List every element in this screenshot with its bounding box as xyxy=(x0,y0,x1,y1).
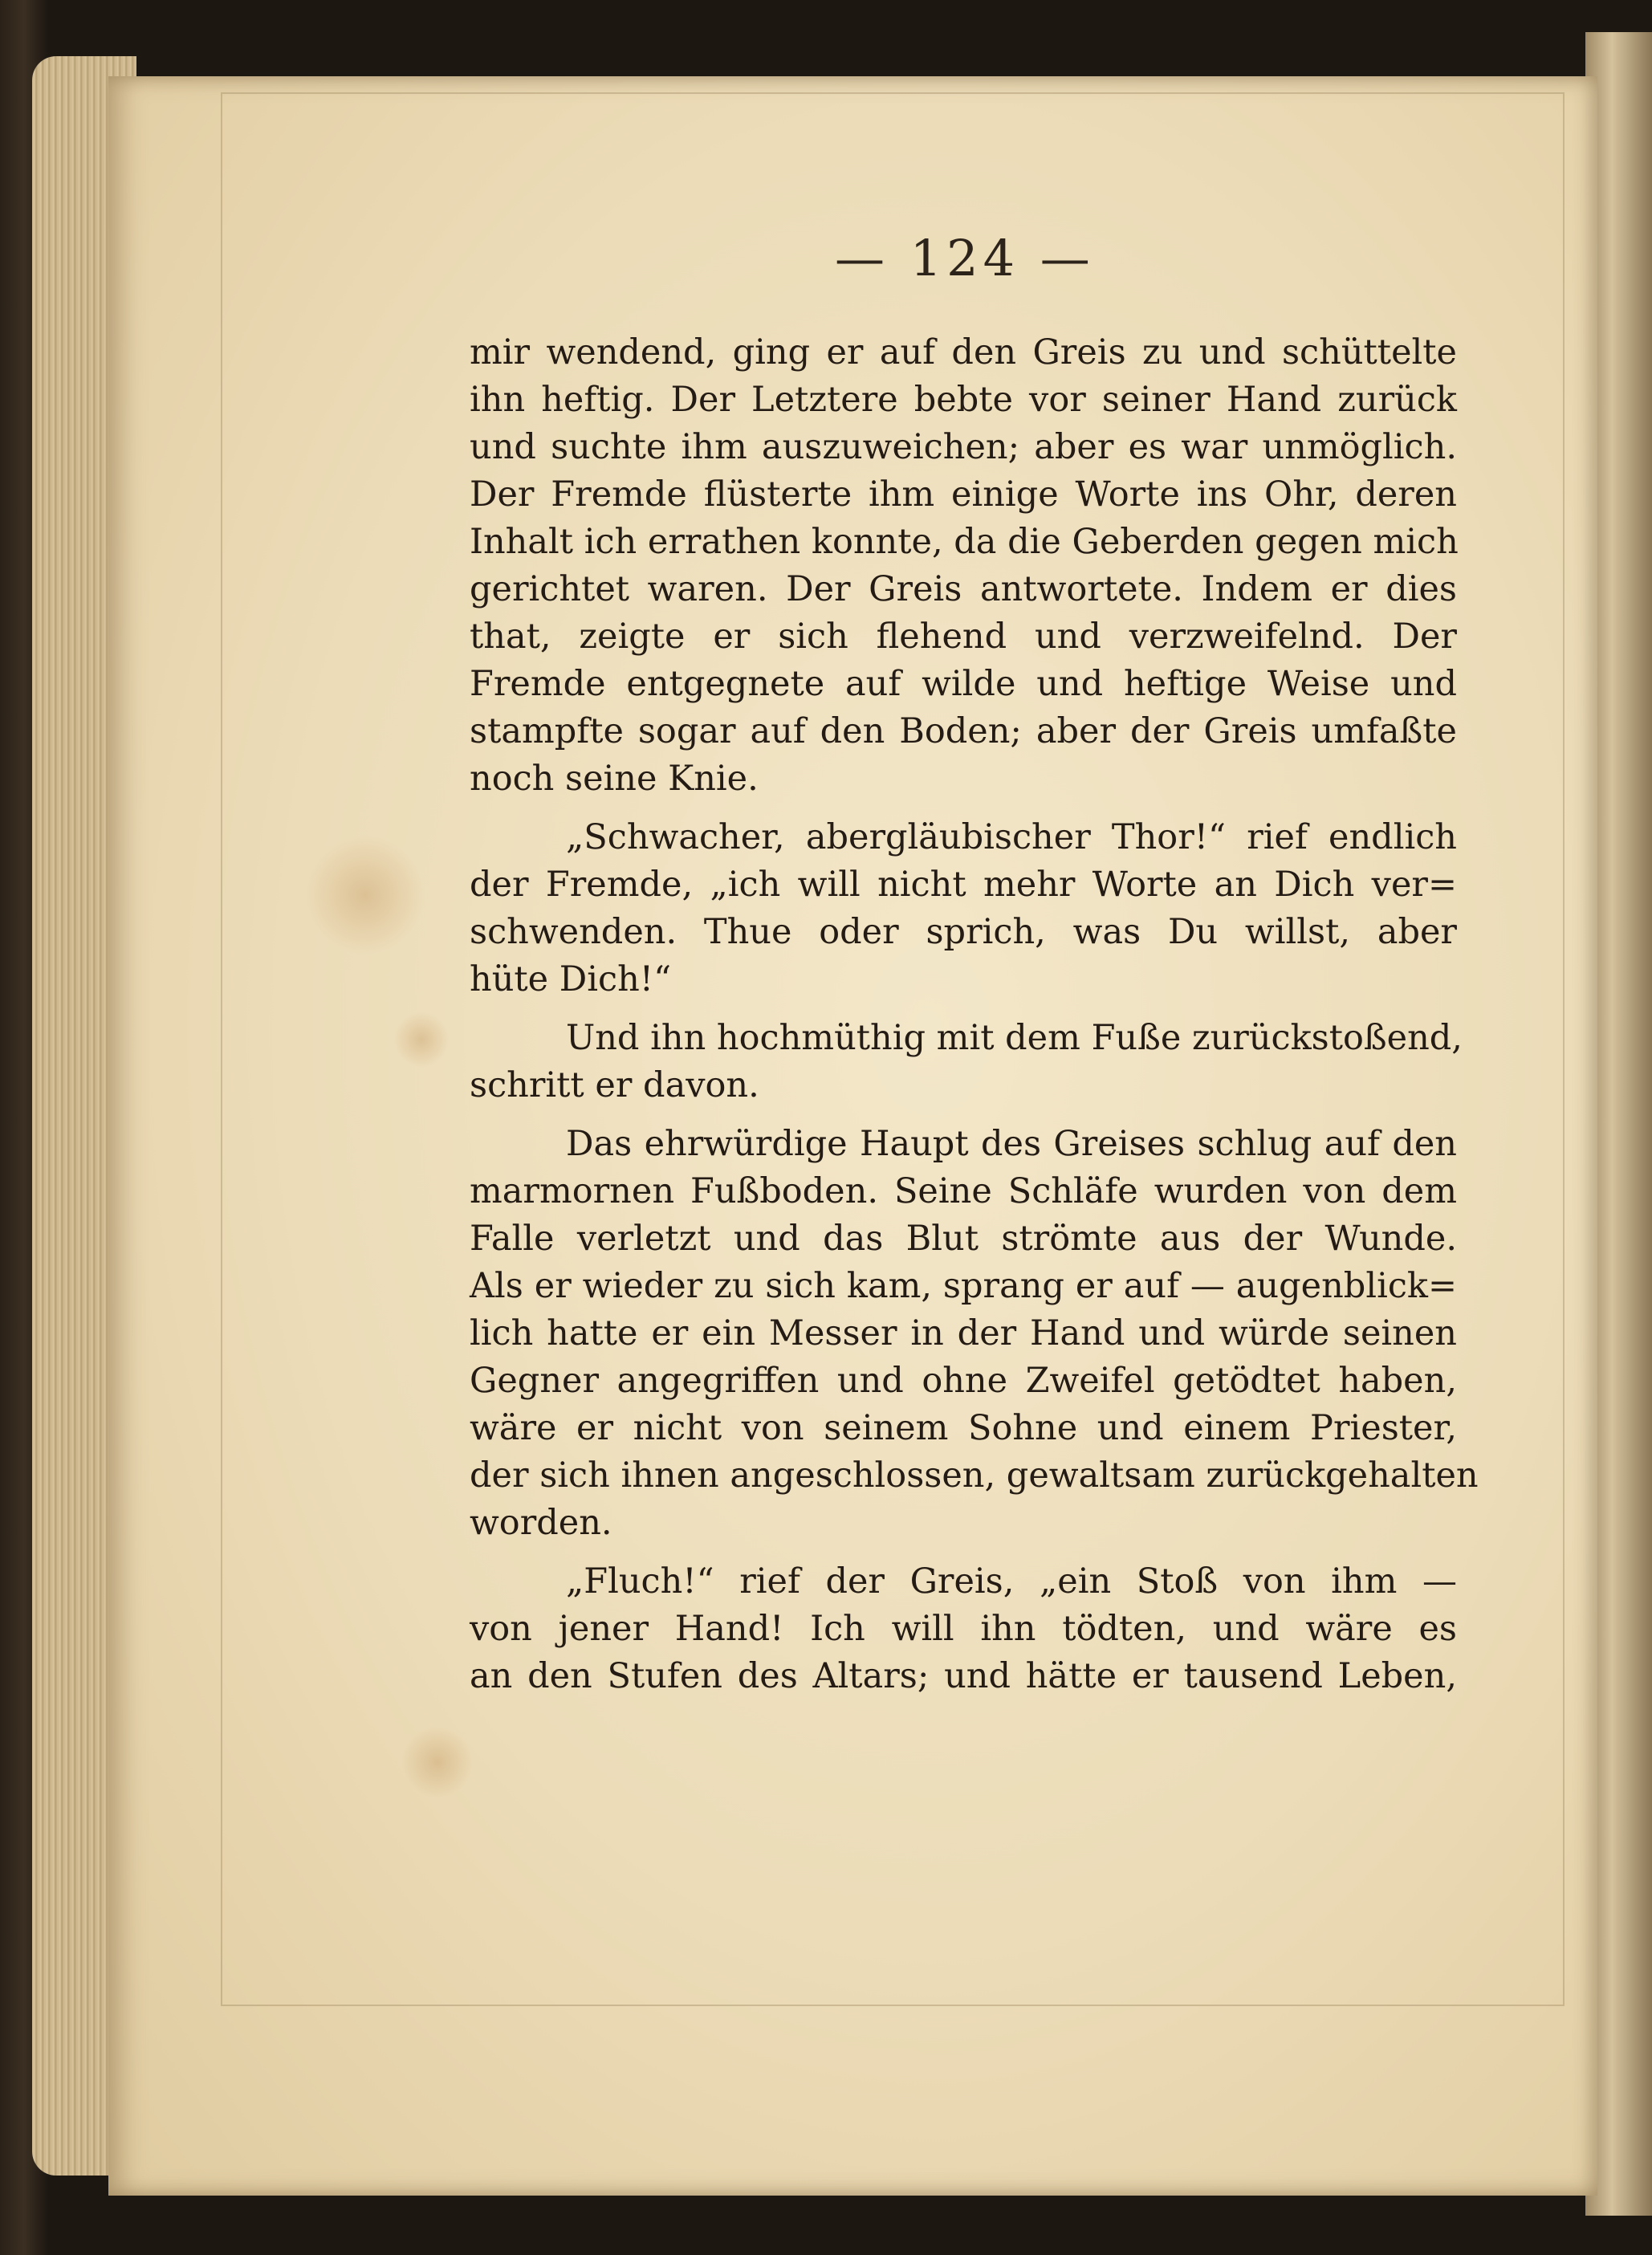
text-line: schritt er davon. xyxy=(470,1065,759,1105)
foxing-stain xyxy=(401,1726,474,1798)
text-line: lich hatte er ein Messer in der Hand und würde seinen xyxy=(470,1313,1457,1353)
foxing-stain xyxy=(393,1011,450,1068)
foxing-stain xyxy=(305,835,425,955)
text-line: „Fluch!“ rief der Greis, „ein Stoß von ihm — xyxy=(566,1561,1457,1602)
text-line: marmornen Fußboden. Seine Schläfe wurden von dem xyxy=(470,1171,1457,1211)
text-line: Als er wieder zu sich kam, sprang er auf — augenblick= xyxy=(470,1266,1457,1306)
paragraph xyxy=(470,1015,1463,1109)
paragraph xyxy=(470,329,1457,803)
text-line: an den Stufen des Altars; und hätte er tausend Leben, xyxy=(470,1656,1457,1696)
text-line: Falle verletzt und das Blut strömte aus der Wunde. xyxy=(470,1219,1457,1259)
paragraph xyxy=(470,1558,1457,1700)
text-line: „Schwacher, abergläubischer Thor!“ rief endlich xyxy=(566,817,1457,857)
text-line: hüte Dich!“ xyxy=(470,959,672,999)
text-line: und suchte ihm auszuweichen; aber es war unmöglich. xyxy=(470,427,1457,467)
text-line: wäre er nicht von seinem Sohne und einem Priester, xyxy=(470,1408,1457,1448)
text-line: der sich ihnen angeschlossen, gewaltsam zurückgehalten xyxy=(470,1455,1479,1496)
text-line: der Fremde, „ich will nicht mehr Worte an Dich ver= xyxy=(470,865,1457,905)
text-line: Gegner angegriffen und ohne Zweifel getödtet haben, xyxy=(470,1361,1457,1401)
text-line: Und ihn hochmüthig mit dem Fuße zurückstoßend, xyxy=(566,1018,1463,1058)
page-number: — 124 — xyxy=(835,229,1095,287)
text-line: Fremde entgegnete auf wilde und heftige Weise und xyxy=(470,664,1457,704)
text-line: worden. xyxy=(470,1503,612,1543)
paragraph xyxy=(470,1121,1479,1547)
text-line: noch seine Knie. xyxy=(470,759,759,799)
text-line: Der Fremde flüsterte ihm einige Worte ins Ohr, deren xyxy=(470,474,1457,515)
text-line: Inhalt ich errathen konnte, da die Geberden gegen mich xyxy=(470,522,1459,562)
text-line: von jener Hand! Ich will ihn tödten, und wäre es xyxy=(470,1609,1457,1649)
text-line: stampfte sogar auf den Boden; aber der Greis umfaßte xyxy=(470,711,1457,751)
text-line: gerichtet waren. Der Greis antwortete. Indem er dies xyxy=(470,569,1457,609)
paragraph xyxy=(470,814,1457,1003)
body-text xyxy=(470,329,1479,1712)
text-line: mir wendend, ging er auf den Greis zu und schüttelte xyxy=(470,332,1457,372)
text-line: schwenden. Thue oder sprich, was Du willst, aber xyxy=(470,912,1457,952)
text-line: that, zeigte er sich flehend und verzweifelnd. Der xyxy=(470,617,1457,657)
text-line: ihn heftig. Der Letztere bebte vor seiner Hand zurück xyxy=(470,380,1457,420)
text-line: Das ehrwürdige Haupt des Greises schlug auf den xyxy=(566,1124,1457,1164)
